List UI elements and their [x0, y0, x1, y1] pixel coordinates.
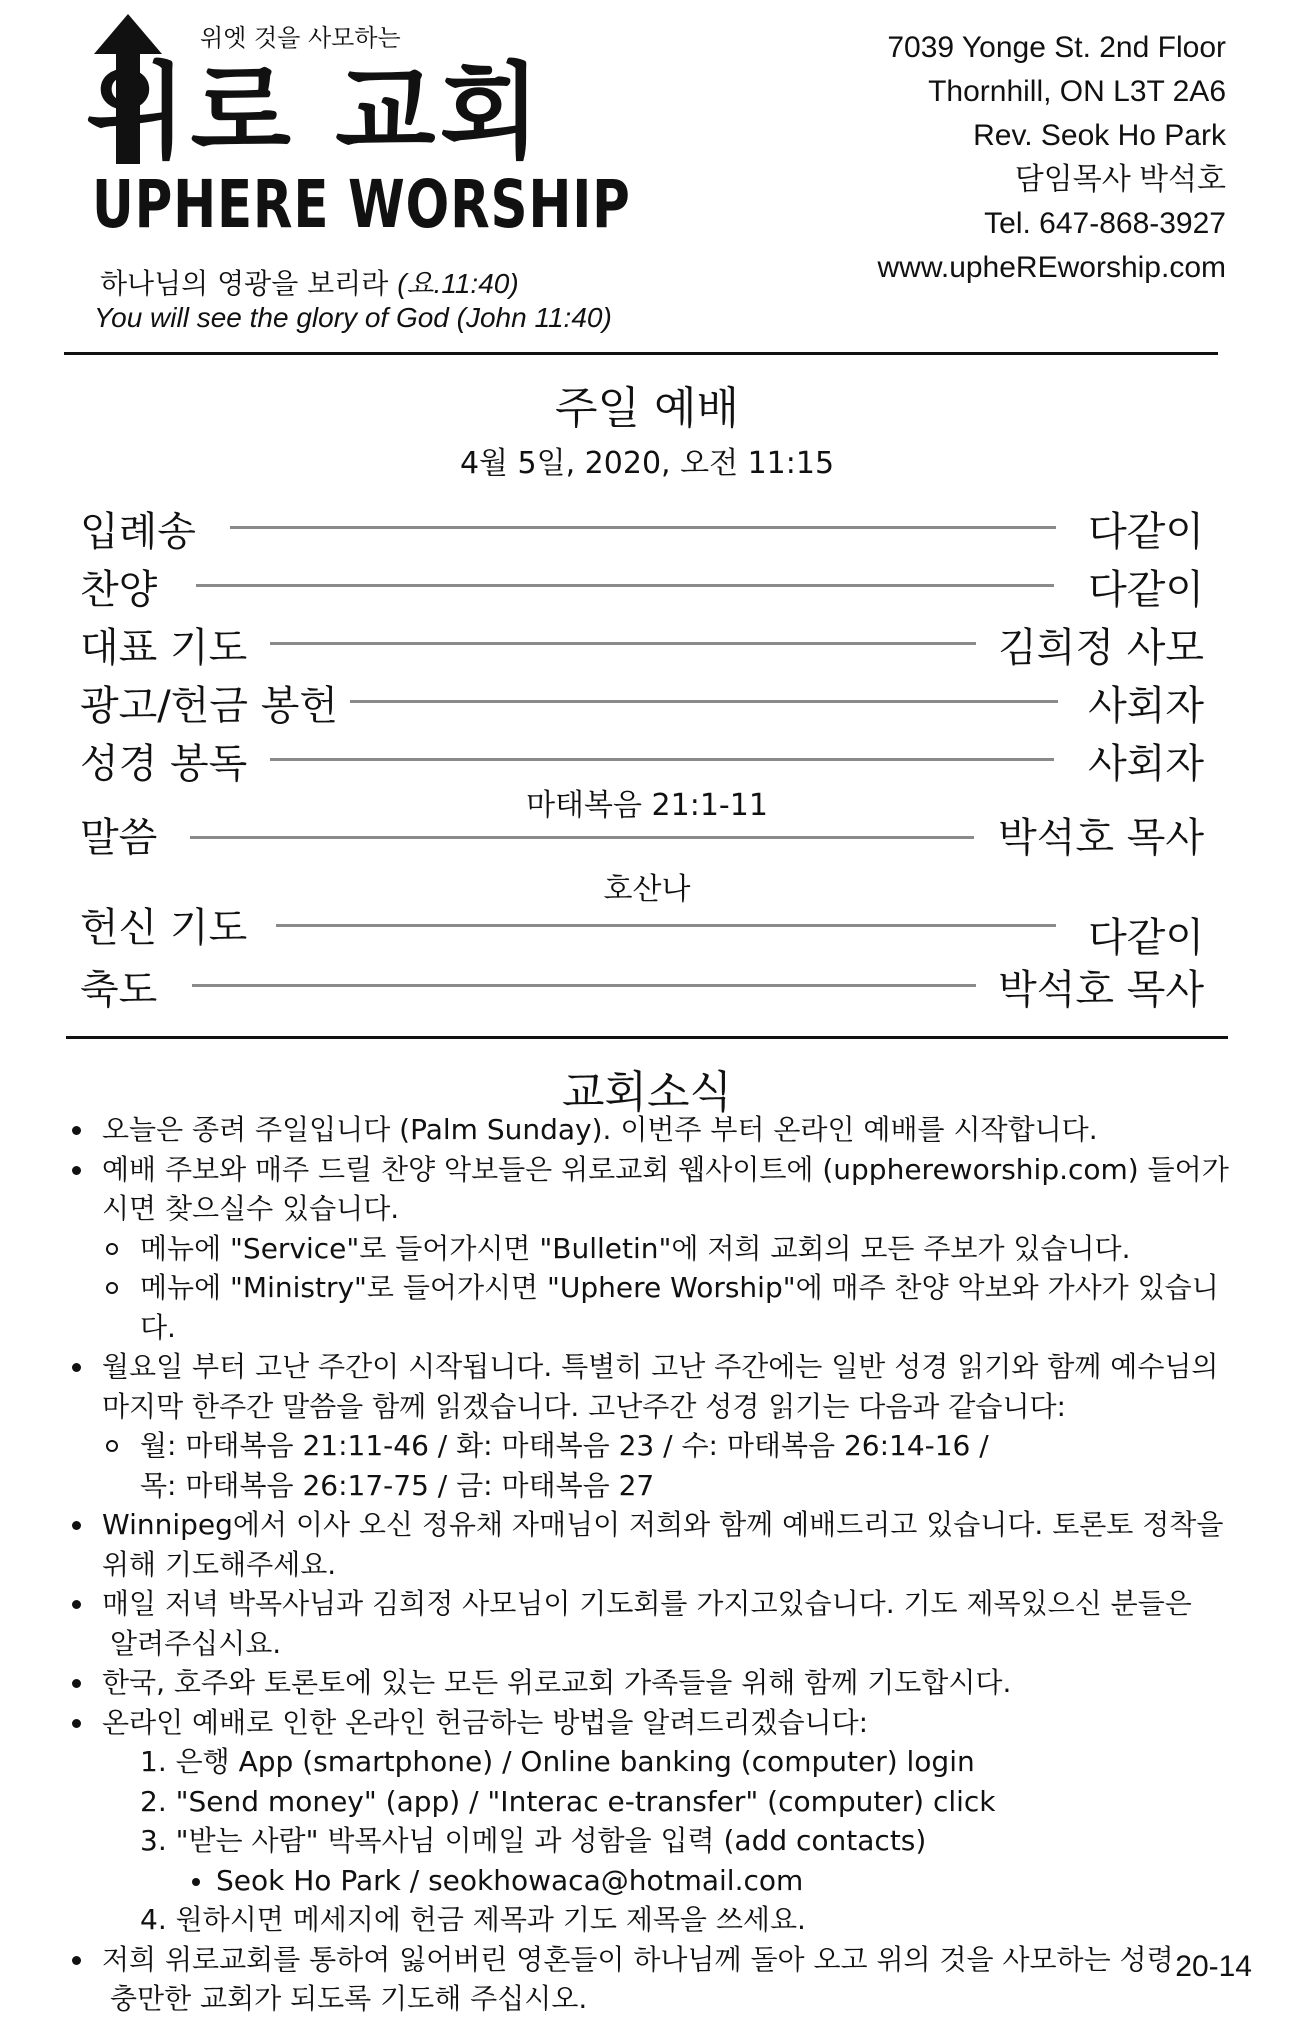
website-link[interactable]: www.upheREworship.com: [877, 251, 1226, 284]
news-item: 오늘은 종려 주일입니다 (Palm Sunday). 이번주 부터 온라인 예배를 시작합니다.: [68, 1110, 1238, 1150]
page-number: 20-14: [1175, 1950, 1252, 1983]
order-row: [80, 558, 1204, 613]
order-item-leader: 사회자: [1088, 741, 1204, 787]
order-row: [80, 616, 1204, 671]
news-item: 저희 위로교회를 통하여 잃어버린 영혼들이 하나님께 돌아 오고 위의 것을 사모하는 성령 충만한 교회가 되도록 기도해 주십시오.: [68, 1940, 1238, 2019]
scripture-reference: 마태복음 21:1-11: [526, 788, 768, 823]
service-divider: [66, 1036, 1228, 1039]
address-line-2: Thornhill, ON L3T 2A6: [928, 75, 1226, 108]
order-item-name: 말씀: [80, 815, 158, 861]
news-item: 온라인 예배로 인한 온라인 헌금하는 방법을 알려드리겠습니다: 1. 은행 App (smartphone) / Online banking (computer) login 2. "Send money" (app) / "Interac e-transfer" (computer) click 3. "받는 사람" 박목사님 이메일 과 성함을 입력 (add contacts) Seok Ho Park / seokhowaca@hotmail.com 4. 원하시면 메세지에 헌금 제목과 기도 제목을 쓰세요.: [68, 1703, 1238, 1940]
order-item-leader: 박석호 목사: [998, 967, 1204, 1013]
logo-english: UPHERE WORSHIP: [92, 166, 631, 243]
reading-schedule-line-2: 목: 마태복음 26:17-75 / 금: 마태복음 27: [140, 1468, 655, 1502]
contact-email[interactable]: Seok Ho Park / seokhowaca@hotmail.com: [216, 1861, 1238, 1901]
order-row: [80, 896, 1204, 961]
news-item: 매일 저녁 박목사님과 김희정 사모님이 기도회를 가지고있습니다. 기도 제목있으신 분들은 알려주십시요.: [68, 1584, 1238, 1663]
leader-line: [196, 584, 1054, 587]
order-item-name: 헌신 기도: [80, 905, 248, 951]
order-item-leader: 김희정 사모: [998, 625, 1204, 671]
reading-schedule-line-1: 월: 마태복음 21:11-46 / 화: 마태복음 23 / 수: 마태복음 26:14-16 /: [140, 1429, 989, 1462]
leader-line: [190, 836, 974, 839]
order-item-name: 입례송: [80, 509, 196, 555]
order-row: [80, 732, 1204, 787]
pastor-korean: 담임목사 박석호: [1014, 163, 1226, 196]
address-line-1: 7039 Yonge St. 2nd Floor: [887, 31, 1226, 64]
order-item-leader: 다같이: [1088, 915, 1204, 961]
order-row: [80, 806, 1204, 861]
sermon-title: 호산나: [603, 872, 691, 907]
order-item-name: 성경 봉독: [80, 741, 248, 787]
giving-step: 3. "받는 사람" 박목사님 이메일 과 성함을 입력 (add contacts) Seok Ho Park / seokhowaca@hotmail.com: [140, 1821, 1238, 1900]
order-item-name: 광고/헌금 봉헌: [80, 683, 339, 729]
order-item-leader: 사회자: [1088, 683, 1204, 729]
logo-korean: 위로 교회: [86, 51, 545, 173]
news-item: Winnipeg에서 이사 오신 정유채 자매님이 저희와 함께 예배드리고 있습니다. 토론토 정착을 위해 기도해주세요.: [68, 1505, 1238, 1584]
verse-korean-ref: (요.11:40): [397, 268, 519, 299]
news-subitem: [102, 1426, 1238, 1505]
news-item: 월요일 부터 고난 주간이 시작됩니다. 특별히 고난 주간에는 일반 성경 읽기와 함께 예수님의 마지막 한주간 말씀을 함께 읽겠습니다. 고난주간 성경 읽기는 다음과 같습니다: 월: 마태복음 21:11-46 / 화: 마태복음 23 / 수: 마태복음 26:14-16 / 목: 마태복음 26:17-75 / 금: 마태복음 27: [68, 1347, 1238, 1505]
order-row: [80, 500, 1204, 555]
service-title: 주일 예배: [554, 383, 739, 434]
order-item-leader: 다같이: [1088, 567, 1204, 613]
verse-korean-text: 하나님의 영광을 보리라: [100, 267, 389, 300]
news-title: 교회소식: [561, 1067, 732, 1118]
order-item-name: 찬양: [80, 567, 158, 613]
phone-number: Tel. 647-868-3927: [984, 207, 1226, 240]
news-subitem: 메뉴에 "Ministry"로 들어가시면 "Uphere Worship"에 매주 찬양 악보와 가사가 있습니다.: [102, 1268, 1238, 1347]
leader-line: [276, 924, 1056, 927]
leader-line: [270, 758, 1054, 761]
order-row: [80, 674, 1204, 729]
leader-line: [350, 700, 1058, 703]
header-divider: [64, 352, 1218, 355]
service-date: 4월 5일, 2020, 오전 11:15: [459, 446, 835, 481]
order-row: [80, 958, 1204, 1013]
giving-step: 1. 은행 App (smartphone) / Online banking (computer) login: [140, 1745, 975, 1778]
contact-block: [878, 26, 1226, 290]
order-item-leader: 다같이: [1088, 509, 1204, 555]
news-subitem: 메뉴에 "Service"로 들어가시면 "Bulletin"에 저희 교회의 모든 주보가 있습니다.: [102, 1229, 1238, 1269]
theme-verse-english: You will see the glory of God (John 11:40): [94, 302, 612, 333]
leader-line: [192, 984, 976, 987]
news-list: [68, 1110, 1238, 2019]
leader-line: [230, 526, 1056, 529]
pastor-english: Rev. Seok Ho Park: [973, 119, 1226, 152]
leader-line: [270, 642, 976, 645]
giving-step: 2. "Send money" (app) / "Interac e-transfer" (computer) click: [140, 1784, 996, 1818]
news-item: 한국, 호주와 토론토에 있는 모든 위로교회 가족들을 위해 함께 기도합시다.: [68, 1663, 1238, 1703]
order-item-name: 축도: [80, 967, 158, 1013]
giving-step: 4. 원하시면 메세지에 헌금 제목과 기도 제목을 쓰세요.: [140, 1903, 806, 1936]
theme-verse-korean: [100, 262, 519, 302]
order-item-leader: 박석호 목사: [998, 815, 1204, 861]
news-item: 예배 주보와 매주 드릴 찬양 악보들은 위로교회 웹사이트에 (upphereworship.com) 들어가시면 찾으실수 있습니다. 메뉴에 "Service"로 들어가시면 "Bulletin"에 저희 교회의 모든 주보가 있습니다. 메뉴에 "Ministry"로 들어가시면 "Uphere Worship"에 매주 찬양 악보와 가사가 있습니다.: [68, 1150, 1238, 1348]
logo-tagline: 위엣 것을 사모하는: [200, 24, 401, 52]
order-item-name: 대표 기도: [80, 625, 248, 671]
